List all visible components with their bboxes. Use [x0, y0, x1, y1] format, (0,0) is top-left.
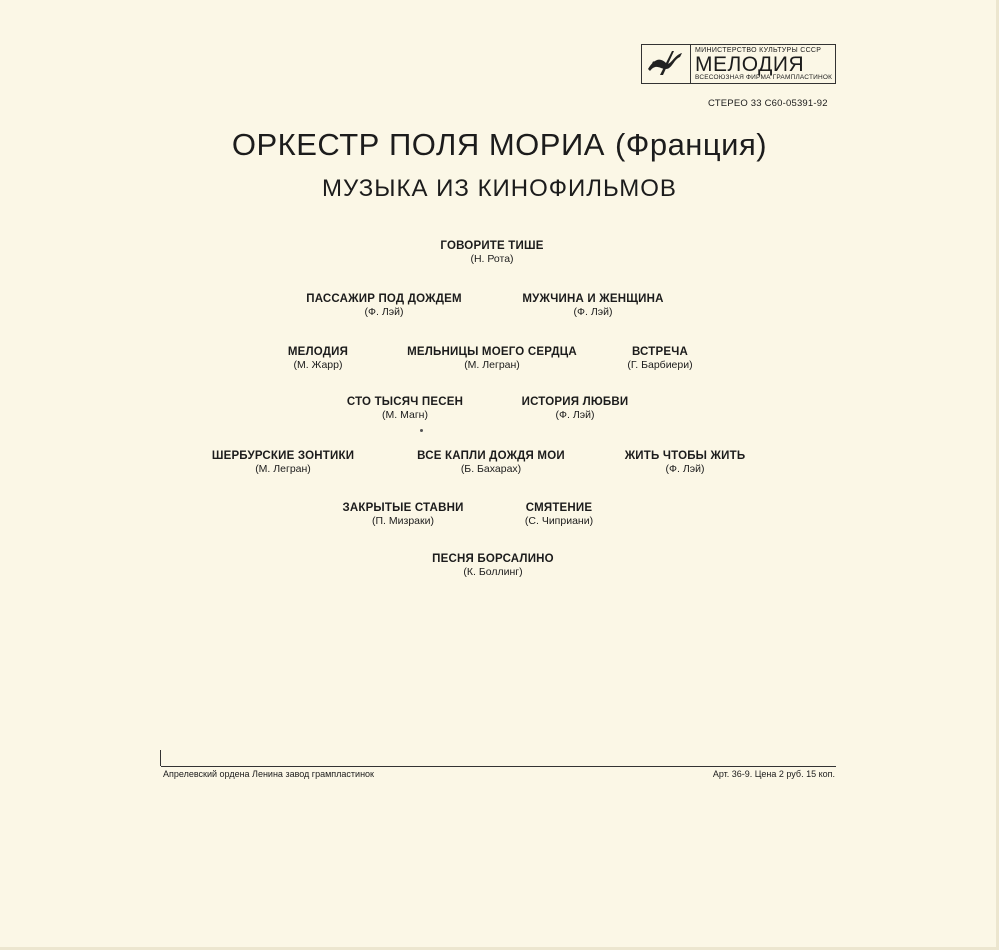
- melodiya-emblem-icon: [642, 45, 691, 83]
- track-composer: (С. Чиприани): [524, 515, 594, 527]
- manufacturer-note: Апрелевский ордена Ленина завод грампластинок: [163, 769, 374, 779]
- track-composer: (М. Жарр): [293, 359, 343, 371]
- footer-tick: [160, 750, 161, 766]
- track-composer: (Ф. Лэй): [573, 306, 613, 318]
- track-title: СМЯТЕНИЕ: [525, 502, 593, 514]
- logo-firm: ВСЕСОЮЗНАЯ ФИРМА ГРАМПЛАСТИНОК: [695, 73, 833, 81]
- track-item: [381, 450, 601, 475]
- track-title: ГОВОРИТЕ ТИШЕ: [440, 240, 544, 252]
- track-composer: (П. Мизраки): [372, 515, 434, 527]
- footer-rule: [161, 766, 836, 767]
- track-title: СТО ТЫСЯЧ ПЕСЕН: [346, 396, 464, 408]
- track-composer: (М. Магн): [382, 409, 428, 421]
- track-title: ЗАКРЫТЫЕ СТАВНИ: [342, 502, 464, 514]
- track-item: [575, 450, 795, 475]
- track-title: МЕЛОДИЯ: [287, 346, 349, 358]
- track-item: [483, 293, 703, 318]
- track-composer: (Ф. Лэй): [555, 409, 595, 421]
- logo-name: МЕЛОДИЯ: [695, 52, 805, 76]
- track-item: [550, 346, 770, 371]
- artist-name: ОРКЕСТР ПОЛЯ МОРИА: [231, 127, 605, 162]
- track-item: [173, 450, 393, 475]
- track-item: [382, 240, 602, 265]
- track-composer: (Ф. Лэй): [665, 463, 705, 475]
- track-item: [274, 293, 494, 318]
- track-title: ЖИТЬ ЧТОБЫ ЖИТЬ: [624, 450, 746, 462]
- track-item: [449, 502, 669, 527]
- print-speck: [420, 429, 423, 432]
- logo-text: [691, 45, 835, 83]
- track-composer: (М. Легран): [255, 463, 311, 475]
- track-title: МУЖЧИНА И ЖЕНЩИНА: [522, 293, 664, 305]
- track-composer: (Ф. Лэй): [364, 306, 404, 318]
- album-subtitle: МУЗЫКА ИЗ КИНОФИЛЬМОВ: [322, 175, 677, 202]
- logo-ministry: МИНИСТЕРСТВО КУЛЬТУРЫ СССР: [695, 46, 822, 54]
- catalog-number: СТЕРЕО 33 С60-05391-92: [708, 98, 828, 109]
- track-item: [465, 396, 685, 421]
- track-title: ВСТРЕЧА: [631, 346, 689, 358]
- track-composer: (Г. Барбиери): [627, 359, 693, 371]
- track-title: ИСТОРИЯ ЛЮБВИ: [521, 396, 629, 408]
- track-composer: (Н. Рота): [470, 253, 514, 265]
- track-composer: (М. Легран): [464, 359, 520, 371]
- track-title: ПЕСНЯ БОРСАЛИНО: [432, 553, 554, 565]
- track-title: ШЕРБУРСКИЕ ЗОНТИКИ: [211, 450, 355, 462]
- track-item: [383, 553, 603, 578]
- album-title: [0, 127, 999, 163]
- track-title: ПАССАЖИР ПОД ДОЖДЕМ: [306, 293, 462, 305]
- track-title: ВСЕ КАПЛИ ДОЖДЯ МОИ: [417, 450, 565, 462]
- melodiya-logo: [641, 44, 836, 84]
- price-note: Арт. 36-9. Цена 2 руб. 15 коп.: [712, 769, 835, 779]
- artist-country: (Франция): [614, 127, 768, 162]
- track-composer: (К. Боллинг): [463, 566, 523, 578]
- track-title: МЕЛЬНИЦЫ МОЕГО СЕРДЦА: [407, 346, 577, 358]
- track-composer: (Б. Бахарах): [460, 463, 522, 475]
